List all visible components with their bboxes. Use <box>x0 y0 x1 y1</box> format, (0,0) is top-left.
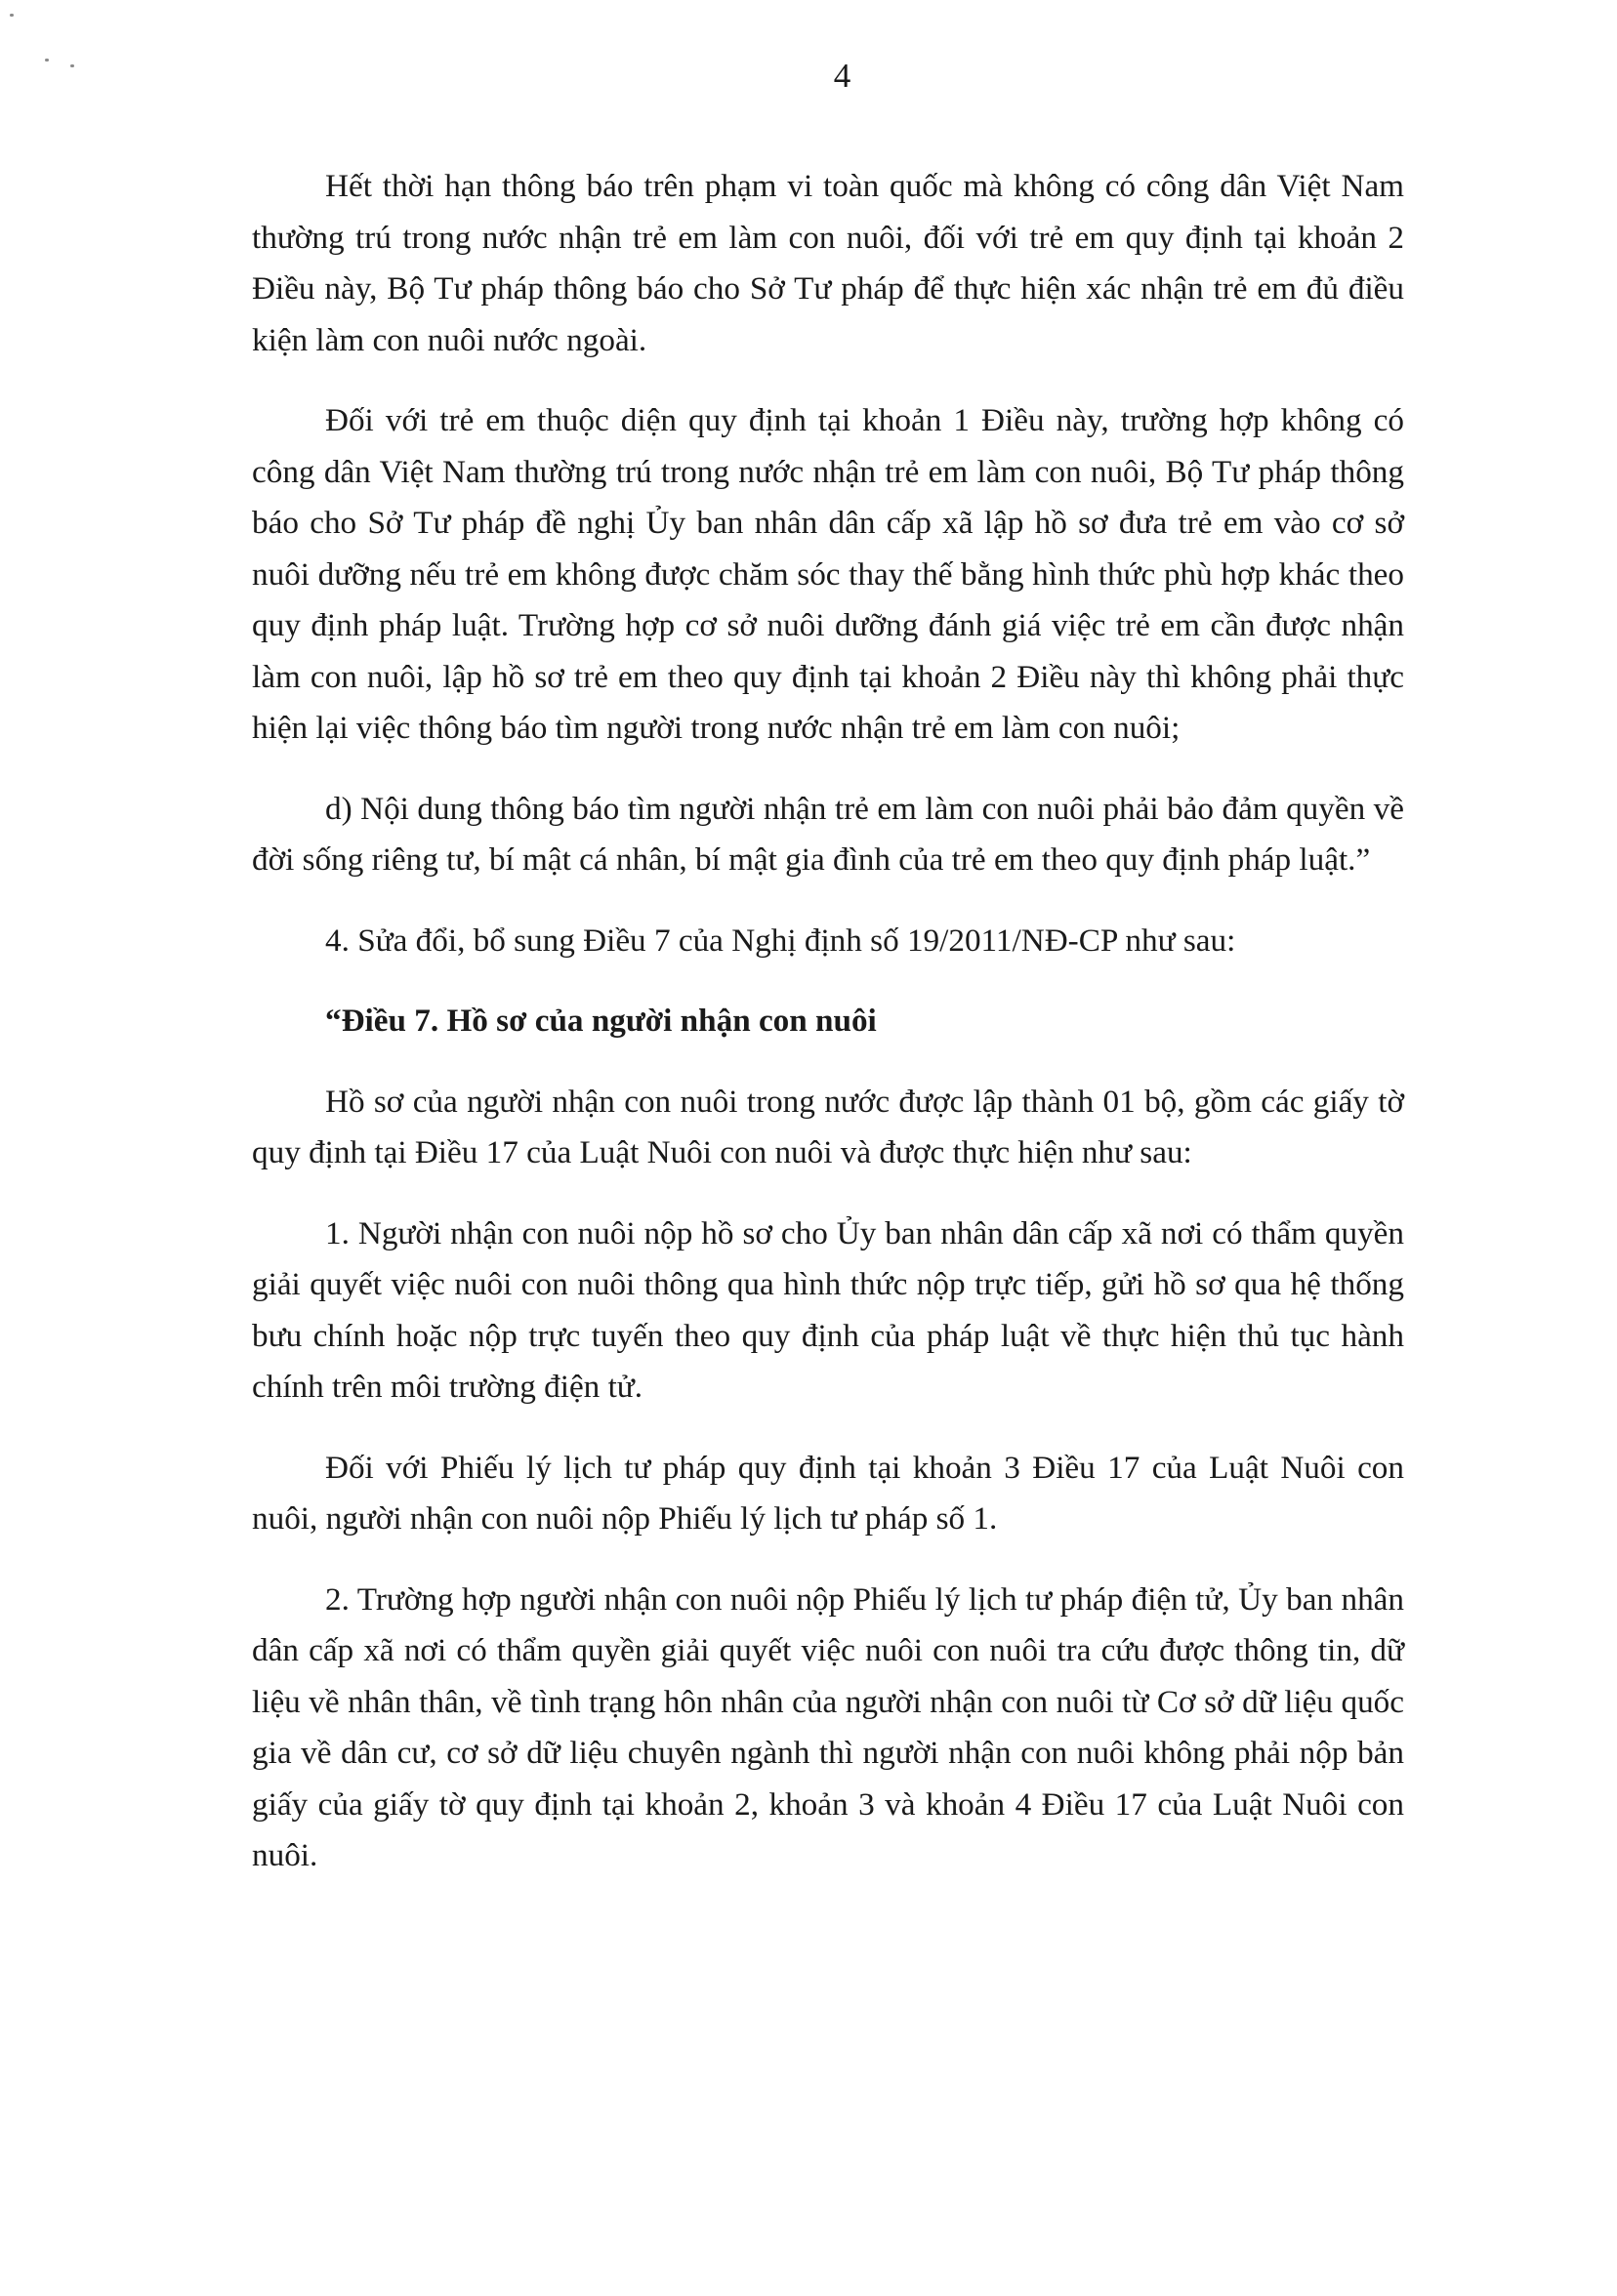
paragraph: Hết thời hạn thông báo trên phạm vi toàn quốc mà không có công dân Việt Nam thường trú trong nước nhận trẻ em làm con nuôi, đối với trẻ em quy định tại khoản 2 Điều này, Bộ Tư pháp thông báo cho Sở Tư pháp để thực hiện xác nhận trẻ em đủ điều kiện làm con nuôi nước ngoài. <box>252 168 1404 358</box>
article-heading: “Điều 7. Hồ sơ của người nhận con nuôi <box>325 1003 877 1039</box>
paragraph: Đối với trẻ em thuộc diện quy định tại khoản 1 Điều này, trường hợp không có công dân Việt Nam thường trú trong nước nhận trẻ em làm con nuôi, Bộ Tư pháp thông báo cho Sở Tư pháp đề nghị Ủy ban nhân dân cấp xã lập hồ sơ đưa trẻ em vào cơ sở nuôi dưỡng nếu trẻ em không được chăm sóc thay thế bằng hình thức phù hợp khác theo quy định pháp luật. Trường hợp cơ sở nuôi dưỡng đánh giá việc trẻ em cần được nhận làm con nuôi, lập hồ sơ trẻ em theo quy định tại khoản 2 Điều này thì không phải thực hiện lại việc thông báo tìm người trong nước nhận trẻ em làm con nuôi; <box>252 402 1404 746</box>
page-number: 4 <box>833 57 851 95</box>
paragraph: 4. Sửa đổi, bổ sung Điều 7 của Nghị định số 19/2011/NĐ-CP như sau: <box>325 922 1236 959</box>
scan-speck <box>10 14 14 17</box>
paragraph: 1. Người nhận con nuôi nộp hồ sơ cho Ủy ban nhân dân cấp xã nơi có thẩm quyền giải quyết việc nuôi con nuôi thông qua hình thức nộp trực tiếp, gửi hồ sơ qua hệ thống bưu chính hoặc nộp trực tuyến theo quy định của pháp luật về thực hiện thủ tục hành chính trên môi trường điện tử. <box>252 1214 1404 1405</box>
paragraph: Hồ sơ của người nhận con nuôi trong nước được lập thành 01 bộ, gồm các giấy tờ quy định tại Điều 17 của Luật Nuôi con nuôi và được thực hiện như sau: <box>252 1083 1404 1170</box>
document-body <box>252 161 1404 1882</box>
paragraph: 2. Trường hợp người nhận con nuôi nộp Phiếu lý lịch tư pháp điện tử, Ủy ban nhân dân cấp xã nơi có thẩm quyền giải quyết việc nuôi con nuôi tra cứu được thông tin, dữ liệu về nhân thân, về tình trạng hôn nhân của người nhận con nuôi từ Cơ sở dữ liệu quốc gia về dân cư, cơ sở dữ liệu chuyên ngành thì người nhận con nuôi không phải nộp bản giấy của giấy tờ quy định tại khoản 2, khoản 3 và khoản 4 Điều 17 của Luật Nuôi con nuôi. <box>252 1580 1404 1873</box>
paragraph: Đối với Phiếu lý lịch tư pháp quy định tại khoản 3 Điều 17 của Luật Nuôi con nuôi, người nhận con nuôi nộp Phiếu lý lịch tư pháp số 1. <box>252 1449 1404 1537</box>
paragraph: d) Nội dung thông báo tìm người nhận trẻ em làm con nuôi phải bảo đảm quyền về đời sống riêng tư, bí mật cá nhân, bí mật gia đình của trẻ em theo quy định pháp luật.” <box>252 790 1404 878</box>
